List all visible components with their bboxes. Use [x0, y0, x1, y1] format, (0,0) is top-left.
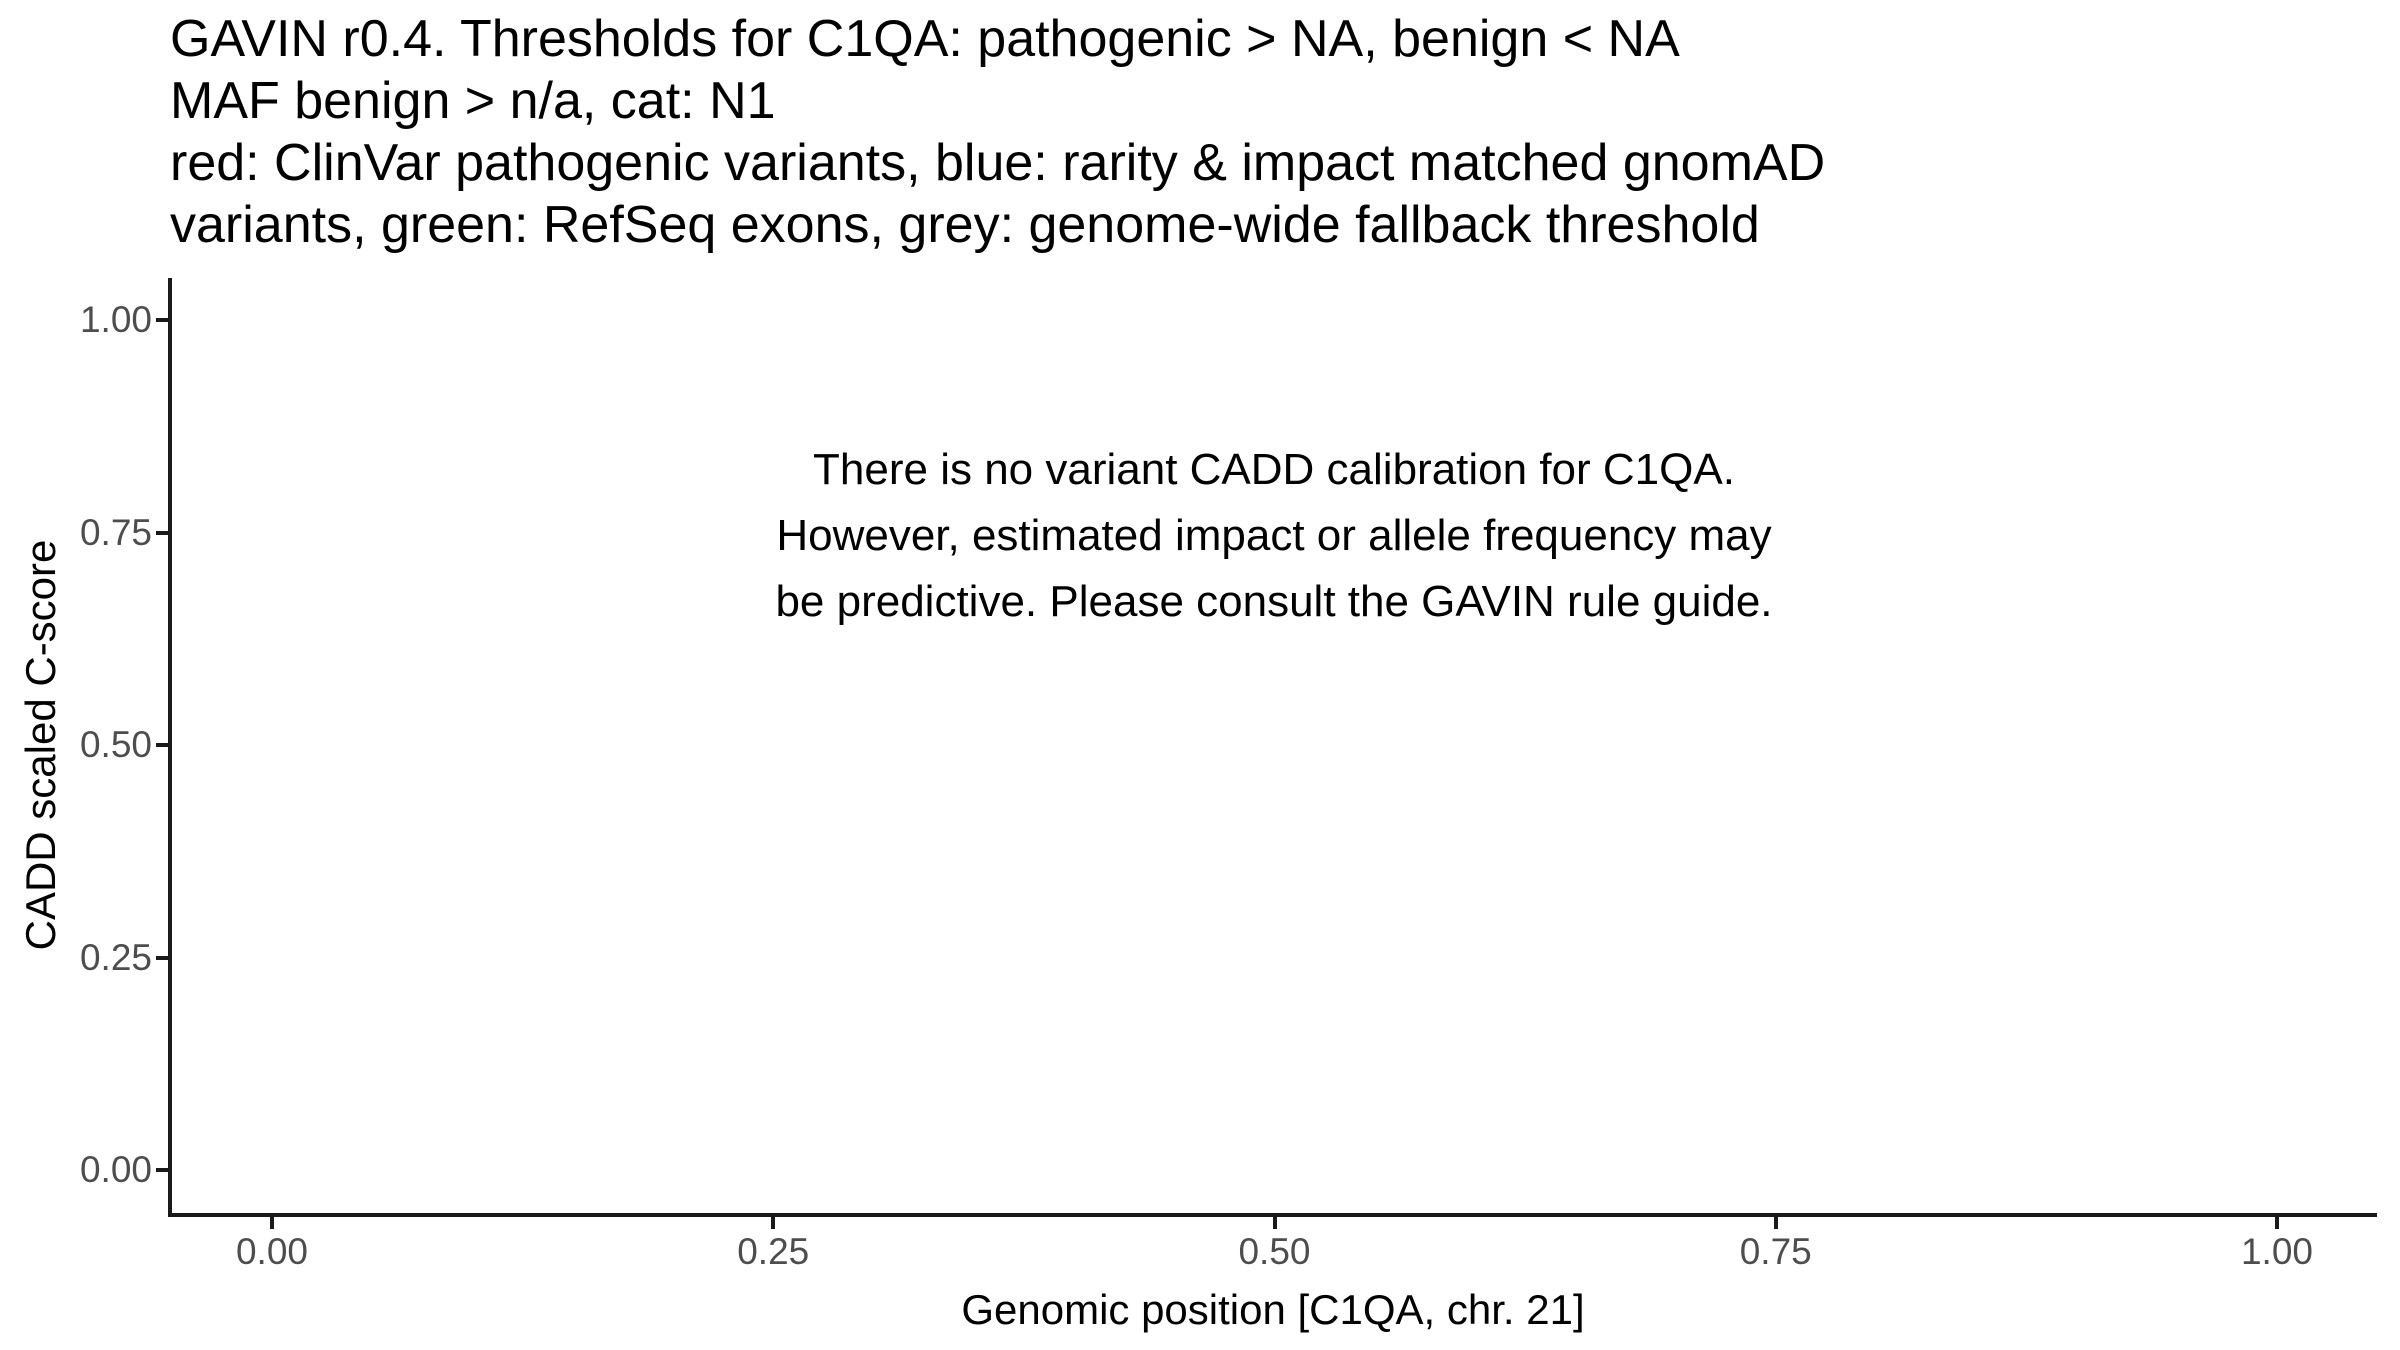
- y-axis-tick-label: 1.00: [79, 299, 152, 340]
- plot-title-line-3: red: ClinVar pathogenic variants, blue: rarity & impact matched gnomAD: [170, 134, 1826, 192]
- no-calibration-message-line-3: be predictive. Please consult the GAVIN rule guide.: [775, 577, 1773, 626]
- x-axis-tick-mark: [1273, 1217, 1277, 1229]
- plot-title: [170, 8, 1825, 256]
- y-axis-tick-label: 0.75: [79, 511, 152, 553]
- y-axis-tick-mark: [156, 531, 168, 535]
- x-axis-title: Genomic position [C1QA, chr. 21]: [961, 1286, 1585, 1333]
- plot-panel: [168, 278, 2377, 1217]
- y-axis-tick-label: 0.00: [79, 1149, 152, 1190]
- x-axis-tick-label: 0.25: [737, 1231, 810, 1272]
- no-calibration-message-line-1: There is no variant CADD calibration for C1QA.: [813, 445, 1735, 494]
- x-axis-tick-mark: [1774, 1217, 1778, 1229]
- no-calibration-message-line-2: However, estimated impact or allele frequency may: [776, 511, 1772, 560]
- x-axis-tick-label: 0.50: [1238, 1231, 1311, 1272]
- y-axis-tick-label: 0.25: [79, 936, 152, 978]
- x-axis-tick-label: 1.00: [2240, 1231, 2313, 1272]
- x-axis-tick-mark: [2275, 1217, 2279, 1229]
- x-axis-tick-mark: [771, 1217, 775, 1229]
- y-axis-tick-label: 0.50: [79, 724, 152, 765]
- x-axis-tick-mark: [270, 1217, 274, 1229]
- y-axis-title: CADD scaled C-score: [17, 539, 64, 951]
- plot-title-line-1: GAVIN r0.4. Thresholds for C1QA: pathogenic > NA, benign < NA: [170, 10, 1680, 68]
- no-calibration-message: [574, 437, 1974, 635]
- y-axis-tick-mark: [156, 743, 168, 747]
- plot-title-line-4: variants, green: RefSeq exons, grey: genome-wide fallback threshold: [170, 196, 1760, 254]
- x-axis-tick-label: 0.00: [235, 1231, 308, 1272]
- y-axis-tick-mark: [156, 318, 168, 322]
- y-axis-tick-mark: [156, 956, 168, 960]
- y-axis-tick-mark: [156, 1168, 168, 1172]
- plot-title-line-2: MAF benign > n/a, cat: N1: [170, 72, 776, 130]
- x-axis-tick-label: 0.75: [1739, 1231, 1812, 1272]
